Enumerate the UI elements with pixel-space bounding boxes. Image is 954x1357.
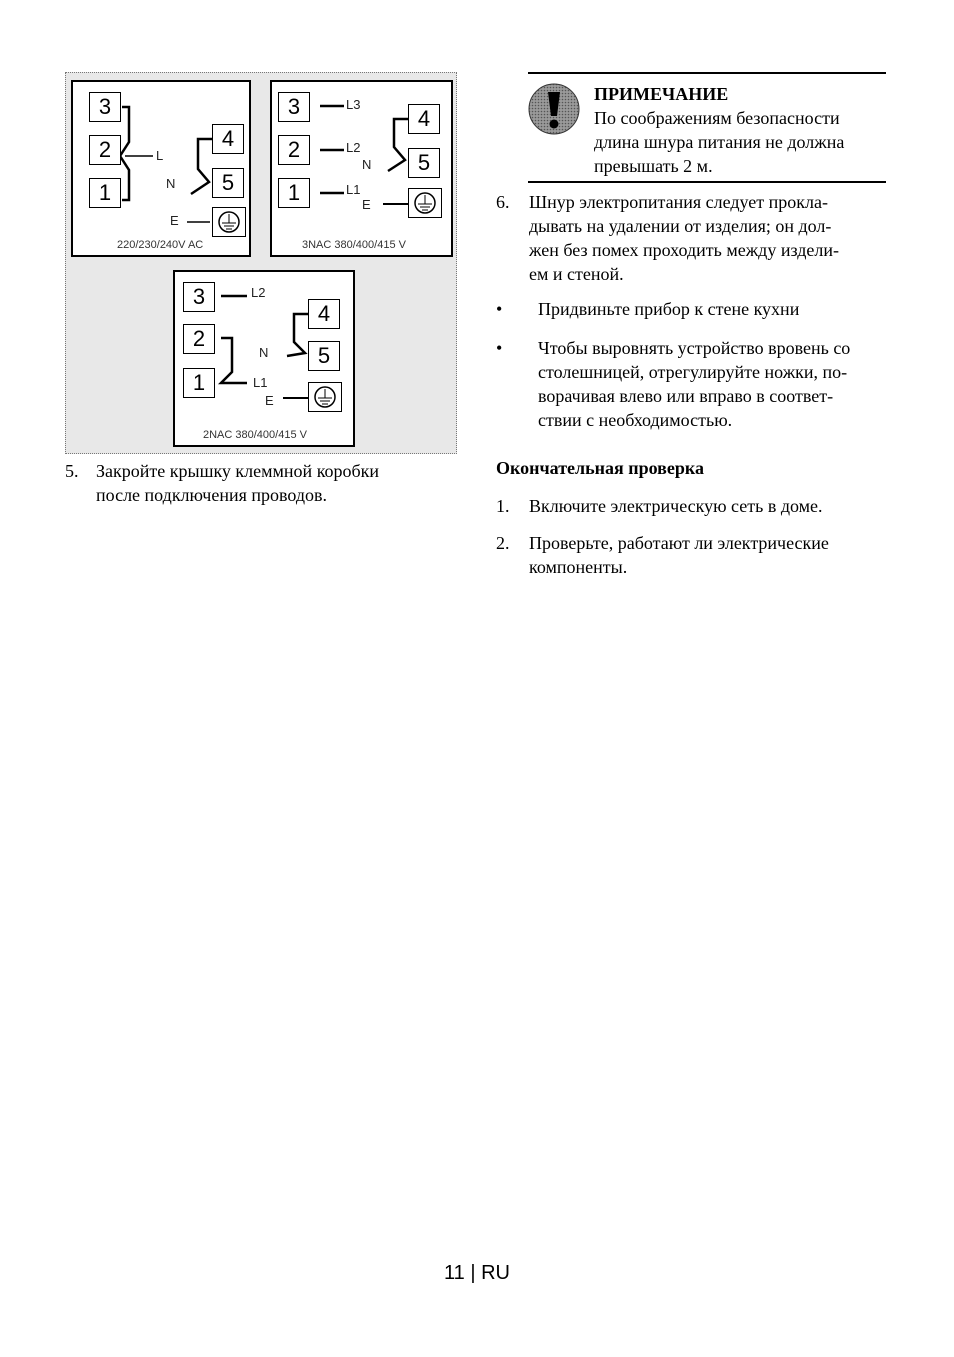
bullet-2-line: ствии с необходимостью. — [538, 410, 733, 430]
terminal-earth — [408, 188, 442, 218]
label-L3: L3 — [346, 97, 361, 112]
terminal-2: 2 — [183, 324, 215, 354]
label-L1: L1 — [253, 375, 268, 390]
label-L2: L2 — [251, 285, 266, 300]
step-6-line: Шнур электропитания следует прокла- — [529, 192, 828, 212]
terminal-earth — [308, 382, 342, 412]
step-6-line: дывать на удалении от изделия; он дол- — [529, 216, 832, 236]
step-6-line: ем и стеной. — [529, 264, 624, 284]
bullet-2-line: Чтобы выровнять устройство вровень со — [538, 338, 851, 358]
voltage-label: 220/230/240V AC — [117, 239, 204, 251]
terminal-1: 1 — [183, 368, 215, 398]
note-top-rule — [528, 72, 886, 74]
bullet-2-line: столешницей, отрегулируйте ножки, по- — [538, 362, 848, 382]
label-L1: L1 — [346, 182, 361, 197]
page-number: 11 | RU — [444, 1262, 510, 1284]
note-line: длина шнура питания не должна — [594, 132, 845, 152]
terminal-2: 2 — [89, 135, 121, 165]
bullet-2-text — [538, 336, 918, 432]
voltage-label: 2NAC 380/400/415 V — [203, 429, 307, 441]
terminal-2: 2 — [278, 135, 310, 165]
final-step-2-text — [529, 531, 909, 579]
terminal-1: 1 — [278, 178, 310, 208]
step-6-number: 6. — [496, 192, 510, 212]
final-step-2-line: Проверьте, работают ли электрические — [529, 533, 829, 553]
final-step-2-line: компоненты. — [529, 557, 628, 577]
label-E: E — [362, 197, 371, 212]
final-check-heading: Окончательная проверка — [496, 458, 705, 478]
label-E: E — [170, 213, 179, 228]
label-N: N — [362, 157, 372, 172]
terminal-1: 1 — [89, 178, 121, 208]
terminal-5: 5 — [212, 168, 244, 198]
wiring-box-3nac — [270, 80, 453, 257]
step-6-line: жен без помех проходить между издели- — [529, 240, 839, 260]
terminal-earth — [212, 207, 246, 237]
final-step-1-text: Включите электрическую сеть в доме. — [529, 496, 823, 516]
bullet-marker: • — [496, 338, 503, 358]
note-bottom-rule — [528, 181, 886, 183]
label-L: L — [156, 148, 164, 163]
terminal-3: 3 — [183, 282, 215, 312]
note-title: ПРИМЕЧАНИЕ — [594, 84, 729, 104]
terminal-4: 4 — [308, 299, 340, 329]
bullet-marker: • — [496, 299, 503, 319]
terminal-5: 5 — [308, 341, 340, 371]
final-step-1-number: 1. — [496, 496, 510, 516]
bullet-1-text: Придвиньте прибор к стене кухни — [538, 299, 800, 319]
terminal-4: 4 — [408, 104, 440, 134]
terminal-4: 4 — [212, 124, 244, 154]
bullet-2-line: ворачивая влево или вправо в соответ- — [538, 386, 834, 406]
note-body — [594, 106, 894, 178]
label-N: N — [259, 345, 269, 360]
terminal-3: 3 — [278, 92, 310, 122]
exclamation-icon — [528, 83, 580, 135]
wiring-box-2nac — [173, 270, 355, 447]
step-5-number: 5. — [65, 461, 79, 481]
label-E: E — [265, 393, 274, 408]
label-N: N — [166, 176, 176, 191]
terminal-5: 5 — [408, 148, 440, 178]
note-line: По соображениям безопасности — [594, 108, 840, 128]
step-5-line-1: Закройте крышку клеммной коробки — [96, 461, 380, 481]
note-line: превышать 2 м. — [594, 156, 713, 176]
voltage-label: 3NAC 380/400/415 V — [302, 239, 406, 251]
wiring-box-single-phase — [71, 80, 251, 257]
label-L2: L2 — [346, 140, 361, 155]
terminal-3: 3 — [89, 92, 121, 122]
wiring-diagram-panel — [65, 72, 457, 454]
final-step-2-number: 2. — [496, 533, 510, 553]
step-6-text — [529, 190, 909, 286]
step-5-line-2: после подключения проводов. — [96, 485, 328, 505]
